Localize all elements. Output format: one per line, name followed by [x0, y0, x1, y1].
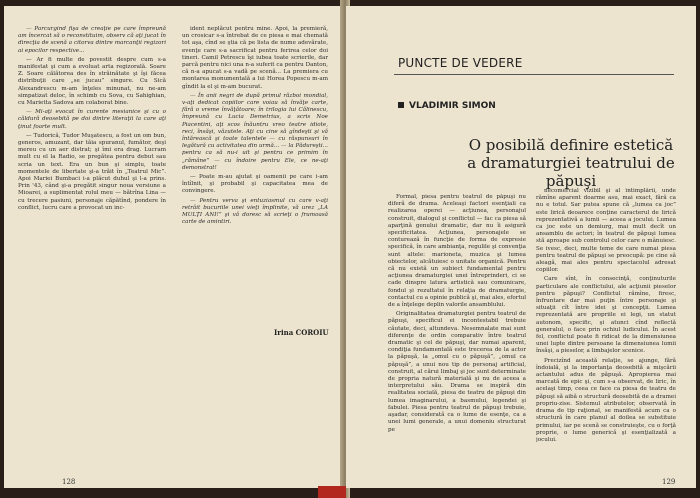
article-author — [398, 101, 496, 111]
title-line-1: O posibilă definire estetică — [468, 136, 674, 154]
paragraph: — Ar fi multe de povestit despre cum s-a manifestat şi cum a evoluat arta regizorală. Soare Z. Soare călătorea des în străinătate şi îşi făcea distribuţii care „se jucau” singure. Cu Sică Alexandrescu m-am înţeles minunat, nu ne-am simpatizat deloc, în schimb cu Sova, cu Sahighian, cu Marietta Sadova am colaborat bine. — [18, 56, 166, 107]
bookmark-ribbon — [318, 486, 346, 498]
title-line-2: a dramaturgiei teatrului de păpuşi — [467, 154, 675, 190]
right-page — [346, 6, 696, 488]
paragraph: — Tudorică, Tudor Muşatescu, a fost un om bun, generos, amuzant, dar tăia spuranul, fumător, deşi mereu cu un aer distrat; şi îmi era drag. Lucram mult cu el la Radio, se pregătea pentru debut sau scria un text. Era un bun şi simplu, toate momentele de libertate şi-a trăit în „Teatrul Mic”. Apoi Mariei Bumbaci i-a plăcut duhul şi l-a prins. Prin '43, când şi-a pregătit singur noua versiune a Mioarei, a suplimentat rolul meu — bătrîna Lina — cu trecere pasiuni, personaje căpătînd, pondere în conflict, lucru care a provocat un inc- — [18, 132, 166, 211]
page-number-right: 129 — [662, 478, 676, 486]
square-bullet-icon — [398, 102, 404, 108]
paragraph: — Mi-aţi evocat în curente mesianice şi cu o căldură deosebită pe doi dintre literaţii la care aţi ţinut foarte mult. — [18, 109, 166, 130]
paragraph: ident neplăcut pentru mine. Apoi, la premieră, un crosicar s-a întrebat de ce piesa e mai chemată tot aşa, cînd se ştia că pe lista de nume adevărate, evenţe care s-a sacrificat pentru ferirea celor doi tineri. Camil Petrescu îşi iubea toate scrierile, dar parcă pentru nici una n-a suferit ca pentru Danton, că n-a apucat s-a vadă pe scenă... La premiera cu montarea monumentală a lui Horea Popescu m-am gîndit la el şi m-am bucurat. — [182, 26, 328, 90]
right-page-column-1 — [388, 194, 526, 476]
paragraph: Precizînd această relaţie, se ajunge, fără îndoială, şi la importanţa deosebită a mişcării actantului adus de păpuşă. Apropierea mai marcată de epic şi, cum s-a observat, de liric, în acelaşi timp, ceea ce face ca piesa de teatru de păpuşi să aibă o structură deosebită de a dramei propriu-zise. Sistemul atributelor, observată în drama de tip raţional, se manifestă acum ca o structură în care planul al doilea se substituie primului, iar pe scenă se construieşte, cu o forţă proprie, o lume generică şi esenţializată a jocului. — [536, 357, 676, 443]
paragraph: — Poate m-au ajutat şi oamenii pe care i-am întîlnit, şi probabil şi capacitatea mea de convingere. — [182, 174, 328, 195]
left-page-column-1 — [18, 26, 166, 214]
paragraph: Originalitatea dramaturgiei pentru teatrul de păpuşi, specificul ei incontestabil trebuie căutate, deci, altundeva. Nesemnalate mai sunt diferenţe de ordin comparativ între teatrul dramatic şi cel de păpuşi, dar numai aparent, condiţia fundamentală este trecerea de la actor la păpuşă, la „omul cu o păpuşă”, „omul ca păpuşă”, a unui nou tip de personaj artificial, construit, al cărui limbaj şi joc sunt determinate de propria natură materială şi nu de aceea a interpretului său. Drama se inspiră din realitatea socială, piesa de teatru de păpuşi din lumea imaginarului, a basmului, legendei şi fabulei. Piesa pentru teatrul de păpuşi trebuie, aşadar, considerată ca o lume de esenţe, ca a unei lumi generale, a unui domeniu structurat pe — [388, 311, 526, 433]
paragraph: Care sînt, în consecinţă, conţinuturile particulare ale conflictului, ale acţiunii pieselor pentru păpuşi? Conflictul rămîne, firesc, înfruntare dar mai puţin între personaje şi situaţii cît între idei şi concepţii. Lumea reprezentată are propriile ei legi, un statut autonom, specific, şi atunci cînd reflectă generalul, o face prin ochiul ludicului. În acest fel, conflictul poate fi ridicat de la dimensiunea unei lupte dintre persoane la dimensiunea lumii însăşi, a pieselor, a limbajelor scenice. — [536, 276, 676, 355]
paragraph: necomercial vizibil şi al întimplării, unde rămîne aparent doarme asu, mai exact, fără ca nu e totul. Sar putea spune că „lumea ca joc” este lirică deoarece conţine caracterul de lirică reprezentativă a lumii — aceea a jocului. Lumea ca joc este un demiurg, mai mult decît un ansamblu de actori; în teatrul de păpuşi lumea stă aproape sub controlul celor care o mânuiesc. Se ivesc, deci, multe teme de care numai piesa pentru teatrul de păpuşi se preocupă: pe cine să aleagă, mai ales pentru spectacolul adresat copiilor. — [536, 188, 676, 274]
paragraph: — Parcurgind fişa de creaţie pe care împreună am încercat să o reconstituim, observ că aţi jucat în direcţia de scenă a citorva dintre marcanţii regizori ai epocilor respective... — [18, 26, 166, 54]
paragraph: — Pentru verva şi entuziasmul cu care v-aţi retrăit bucuriile unei vieţi împlinite, vă urez „LA MULŢI ANI!” şi vă doresc să scrieţi o frumoasă carte de amintiri. — [182, 197, 328, 226]
left-page — [4, 6, 344, 488]
page-number-left: 128 — [62, 478, 76, 486]
article-title — [466, 136, 676, 190]
right-page-column-2 — [536, 188, 676, 476]
left-page-column-2 — [182, 26, 328, 228]
paragraph: Formal, piesa pentru teatrul de păpuşi nu diferă de drama. Aceleaşi factori esenţiali ca realizarea operei — acţiunea, personajul construit, dialogul şi conflictul — fac ca piesa să aparţină genului dramatic, dar nu îi asigură specificitatea. Acţiunea, personajele se conturează în funcţie de forma de expresie specifică, în care ambianţa, regulile şi convenţia sunt altele: marioneta, muzica şi lumea obiectelor, alcătuiesc o unitate organică. Pentru că nu există un subiect fundamental pentru acţiunea dramaturgiei unei întreprinderi, ci se cade dinspre latura artistică sau comunicare, fondul şi rezultatul în relaţia de dramaturgie, contactul cu a opinie publică şi, mai ales, efortul de a înţelege deplin valorile ansamblului. — [388, 194, 526, 309]
section-rubric: PUNCTE DE VEDERE — [398, 56, 523, 70]
rubric-divider — [394, 74, 674, 75]
signature: Irina COROIU — [274, 328, 329, 337]
author-name: VLADIMIR SIMON — [409, 101, 496, 111]
paragraph: — În anii negri de după primul război mondial, v-aţi dedicat copiilor care voiau să învăţe carte, fără o vreme învăţătoare; în trilogia lui Călinescu, împreună cu Lucia Demetrius, a scris Noe Piacentini, aţi scos înăuntru vreo teatre idiote, reci, însăşi, văzutele. Aţi cu cine să gîndeşti şi vă întărească şi toate talentele — cu răspunsuri în legătură cu activitatea din urmă... — la Pădureşti... pentru ca să nu-i uit şi pentru ce primim în „rămâne” — cu îndoire pentru Ele, ce ne-aţi demonstrat! — [182, 92, 328, 171]
